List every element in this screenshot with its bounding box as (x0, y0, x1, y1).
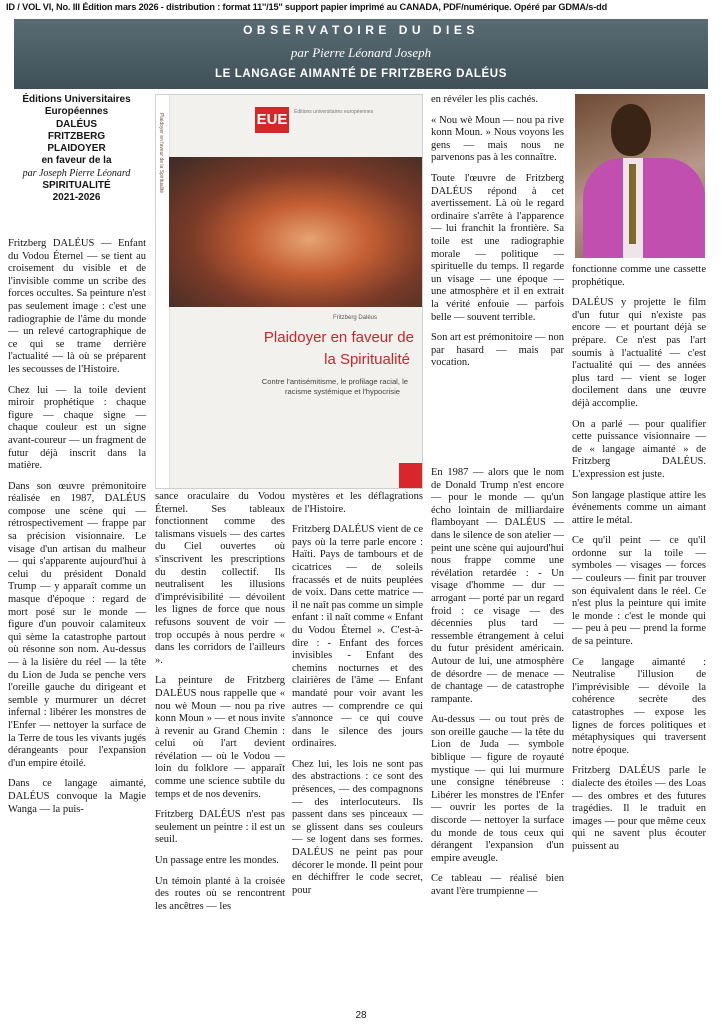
credit-line: FRITZBERG (47, 130, 106, 142)
paragraph: mystères et les déflagrations de l'Histoire. (292, 491, 423, 515)
paragraph: Toute l'œuvre de Fritzberg DALÉUS répond à cet avertissement. Là où le regard ordinaire s'arrête à l'apparence — lui franchit la frontière. Sa toile est une radiographie morale — politique — spirituelle du temps. Il regarde un visage — une époque — une atmosphère et il en extrait la vérité enfouie — parfois belle — souvent terrible. (431, 172, 564, 323)
cover-artwork (169, 157, 423, 307)
cover-author: Fritzberg Daléus (333, 315, 378, 321)
header-banner (14, 19, 708, 89)
article-column-3-top (431, 94, 564, 378)
paragraph: « Nou wè Moun — nou pa rive konn Moun. » Nous voyons les gens — mais nous ne parvenons pas à les connaître. (431, 114, 564, 164)
cover-title-line2: la Spiritualité (324, 351, 410, 368)
paragraph: La peinture de Fritzberg DALÉUS nous rappelle que « nou wè Moun — nou pa rive konn Moun » — et nous invite à revenir au Grand Chemin : celui où l'art devient révélation — où le Vodou — loin du folklore — apparaît comme une science subtile du temps et de nos devenirs. (155, 675, 285, 800)
cover-subtitle-line1: Contre l'antisémitisme, le profilage racial, le (261, 377, 408, 386)
paragraph: Dans son œuvre prémonitoire réalisée en 1987, DALÉUS compose une scène qui — rétrospectivement — frappe par sa précision visionnaire. Le visage d'un artisan du malheur — qui s'apparente aujourd'hui à celui du président Donald Trump — y apparaît comme un masque d'époque : regard de mort posé sur le monde — figure d'un pouvoir calamiteux qui sème la catastrophe partout où résonne son nom. Au-dessus — à la lisière du réel — la tête du Lion de Juda se penche vers l'oreille gauche du dirigeant et semble y murmurer un décret infernal : libérer les monstres de l'Enfer — nettoyer la surface de la Terre de tous les vivants jugés dérangeants pour l'expansion d'un empire étoilé. (8, 480, 146, 769)
credit-topic: SPIRITUALITÉ (42, 180, 111, 192)
credit-line: DALÉUS (55, 118, 98, 130)
book-spine (156, 95, 170, 488)
paragraph: Ce tableau — réalisé bien avant l'ère trumpienne — (431, 873, 564, 897)
article-column-3 (292, 491, 423, 905)
paragraph: Chez lui, les lois ne sont pas des abstractions : ce sont des présences, — des compagnons — des interlocuteurs. Ils passent dans ses pinceaux — se glissent dans ses couleurs — se logent dans ses formes. DALÉUS ne peint pas pour décorer le monde. Il peint pour en déchiffrer le code secret, pour (292, 758, 423, 896)
book-cover-image (155, 94, 423, 489)
article-column-5 (572, 264, 706, 862)
issue-info-line: ID / VOL VI, No. III Édition mars 2026 - distribution : format 11''/15'' support papier imprimé au CANADA, PDF/numérique. Opéré par GDMA/s-dd (6, 2, 608, 12)
banner-subtitle: LE LANGAGE AIMANTÉ DE FRITZBERG DALÉUS (215, 68, 507, 80)
banner-byline: par Pierre Léonard Joseph (290, 45, 432, 60)
credit-years: 2021-2026 (52, 192, 101, 204)
paragraph: Chez lui — la toile devient miroir prophétique : chaque figure — chaque signe — chaque couleur est un signe avant-coureur — un fragment de futur déjà inscrit dans la matière. (8, 384, 146, 472)
article-column-2 (155, 491, 285, 921)
cover-title-line1: Plaidoyer en faveur de (263, 329, 414, 346)
credit-line: en faveur de la (41, 155, 112, 167)
credit-line: Européennes (44, 106, 109, 118)
page-number: 28 (355, 1010, 367, 1021)
banner-title: OBSERVATOIRE DU DIES (243, 23, 479, 37)
paragraph: Ce langage aimanté : Neutralise l'illusion de l'imprévisible — dévoile la cohérence secrète des catastrophes — expose les lignes de forces politiques et métaphysiques qui traversent notre époque. (572, 656, 706, 756)
paragraph: Un passage entre les mondes. (155, 855, 279, 867)
paragraph: En 1987 — alors que le nom de Donald Trump n'est encore — pour le monde — qu'un écho lointain de milliardaire flamboyant — DALÉUS — dans le silence de son atelier — peint une scène qui aujourd'hui nous frappe comme une révélation retardée : - Un visage d'homme — dur — arrogant — porté par un regard froid : ce visage — des décennies plus tard — ressemble étrangement à celui du futur président américain. Autour de lui, une atmosphère de désordre — de menace — de chantage — de catastrophe rampante. (431, 467, 564, 705)
photo-suit (583, 158, 705, 258)
paragraph: Fritzberg DALÉUS vient de ce pays où la terre parle encore : Haïti. Pays de tambours et de cicatrices — de soleils fracassés et de nuits peuplées de voix. Dans cette matrice — il ne naît pas comme un simple enfant : il naît comme « Enfant du Vodou Éternel ». C'est-à-dire : - Enfant des forces invisibles - Enfant des chemins nocturnes et des clairières de l'âme — Enfant mandaté pour voir avant les autres — comprendre ce qui s'annonce — ce qui couve dans le silence des jours ordinaires. (292, 524, 423, 750)
cover-red-square (399, 463, 423, 489)
paragraph: Fritzberg DALÉUS parle le dialecte des étoiles — des Loas — des ombres et des futures tragédies. Il le traduit en images — pour que même ceux qui ne savent plus écouter puissent au (572, 765, 706, 852)
paragraph: Au-dessus — ou tout près de son oreille gauche — la tête du Lion de Juda — symbole biblique — figure de royauté mystique — qui lui murmure une consigne ténébreuse : Libérer les monstres de l'Enfer — ouvrir les portes de la discorde — nettoyer la surface du monde de tous ceux qui dérangent l'expansion d'un empire aveugle. (431, 714, 564, 864)
paragraph: Dans ce langage aimanté, DALÉUS convoque la Magie Wanga — la puis- (8, 778, 146, 815)
paragraph: Fritzberg DALÉUS n'est pas seulement un peintre : il est un seuil. (155, 809, 285, 846)
paragraph: Fritzberg DALÉUS — Enfant du Vodou Éternel — se tient au croisement du visible et de l'invisible comme un scribe des forces occultes. Sa peinture n'est pas seulement image : c'est une radiographie de l'âme du monde — un relevé cartographique de ce qui se trame derrière l'actualité — là où se préparent les secousses de l'Histoire. (8, 238, 146, 375)
paragraph: fonctionne comme une cassette prophétique. (572, 264, 706, 288)
article-column-4 (431, 467, 564, 907)
paragraph: sance oraculaire du Vodou Éternel. Ses tableaux fonctionnent comme des talismans visuels — des cartes du Ciel ouvertes où s'inscrivent les prescriptions du destin collectif. Ils neutralisent les illusions d'imprévisibilité — dévoilent les lignes de force que nous refusons souvent de voir — trop occupés à nous perdre « dans les corridors de l'ailleurs ». (155, 491, 285, 666)
paragraph: DALÉUS y projette le film d'un futur qui n'existe pas encore — et pourtant déjà se prépare. Ce n'est pas l'art soumis à l'actualité — c'est l'actualité qui — des années plus tard — vient se loger docilement dans une œuvre déjà accomplie. (572, 297, 706, 409)
paragraph: On a parlé — pour qualifier cette puissance visionnaire — de « langage aimanté » de Fritzberg DALÉUS. L'expression est juste. (572, 418, 706, 480)
cover-subtitle-line2: racisme systémique et l'hypocrisie (285, 387, 400, 396)
credit-line: Éditions Universitaires (22, 94, 131, 105)
credit-line: PLAIDOYER (47, 143, 106, 155)
spine-text: Plaidoyer en faveur de la Spiritualité (158, 113, 164, 194)
photo-tie (629, 164, 636, 244)
publisher-logo: EUE (255, 107, 289, 133)
paragraph: Un témoin planté à la croisée des routes où se rencontrent les ancêtres — les (155, 875, 285, 912)
photo-head (611, 104, 651, 156)
publisher-name: Éditions universitaires européennes (294, 109, 374, 115)
paragraph: Son langage plastique attire les événements comme un aimant attire le métal. (572, 489, 706, 526)
artist-photo (575, 94, 705, 258)
paragraph: Ce qu'il peint — ce qu'il ordonne sur la toile — symboles — visages — forces — couleurs — finit par trouver son équivalent dans le réel. Ce n'est plus la peinture qui imite le monde : c'est le monde qui — peu à peu — prend la forme de sa peinture. (572, 535, 706, 648)
paragraph: en révéler les plis cachés. (431, 94, 538, 105)
book-credit (8, 94, 145, 205)
credit-author: par Joseph Pierre Léonard (22, 167, 131, 179)
article-column-1 (8, 238, 146, 824)
paragraph: Son art est prémonitoire — non par hasard — mais par vocation. (431, 332, 564, 369)
